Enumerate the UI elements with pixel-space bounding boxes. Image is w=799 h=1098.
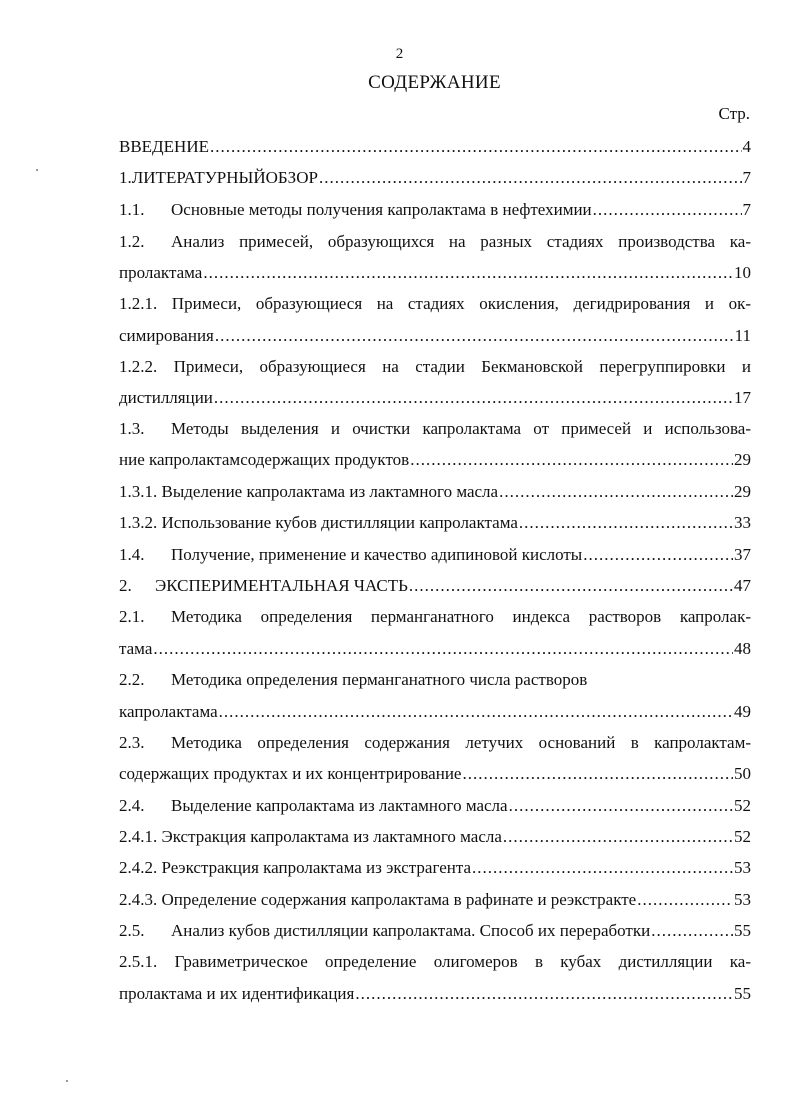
- toc-entry-title: 2.4.3. Определение содержания капролактама в рафинате и реэкстракте: [119, 890, 637, 909]
- leader-dots: [219, 700, 733, 724]
- toc-entry-number: 2.5.: [119, 921, 145, 940]
- scan-speck: [36, 169, 38, 171]
- toc-entry-title: Основные методы получения капролактама в нефтехимии: [171, 200, 592, 219]
- toc-entry-2-5[interactable]: [119, 919, 751, 943]
- leader-dots: [319, 166, 742, 190]
- toc-entry-page: 55: [734, 984, 751, 1003]
- toc-entry-page: 4: [742, 137, 751, 156]
- toc-entry-2-5-1-line1[interactable]: [119, 950, 751, 974]
- toc-entry-number: 2.4.: [119, 796, 145, 815]
- toc-entry-1-3-2[interactable]: [119, 511, 751, 535]
- toc-entry-2-1-line1[interactable]: [119, 605, 751, 629]
- leader-dots: [593, 198, 742, 222]
- toc-entry-1-2-2[interactable]: [119, 386, 751, 410]
- toc-entry-page: 29: [734, 450, 751, 469]
- leader-dots: [410, 448, 733, 472]
- leader-dots: [509, 794, 733, 818]
- toc-entry-page: 17: [734, 388, 751, 407]
- toc-entry-first-line: Методика определения содержания летучих оснований в капролактам-: [171, 733, 751, 752]
- toc-entry-first-line: Методика определения перманганатного индекса растворов капролак-: [171, 607, 751, 626]
- toc-entry-title: 1.3.2. Использование кубов дистилляции капролактама: [119, 513, 518, 532]
- leader-dots: [637, 888, 733, 912]
- toc-entry-title: содержащих продуктах и их концентрирование: [119, 764, 462, 783]
- toc-entry-first-line: 1.2.1. Примеси, образующиеся на стадиях окисления, дегидрирования и ок-: [119, 294, 751, 313]
- toc-entry-1-2-1[interactable]: [119, 324, 751, 348]
- page-title: СОДЕРЖАНИЕ: [368, 72, 501, 93]
- toc-entry-1-2-line1[interactable]: [119, 230, 751, 254]
- toc-entry-page: 49: [734, 702, 751, 721]
- toc-entry-page: 47: [734, 576, 751, 595]
- toc-entry-number: 1.4.: [119, 545, 145, 564]
- leader-dots: [214, 386, 733, 410]
- toc-entry-title: тама: [119, 639, 153, 658]
- toc-entry-title: капролактама: [119, 702, 218, 721]
- toc-entry-first-line: 2.5.1. Гравиметрическое определение олигомеров в кубах дистилляции ка-: [119, 952, 751, 971]
- toc-entry-literature-review[interactable]: [119, 166, 751, 190]
- toc-entry-1-2[interactable]: [119, 261, 751, 285]
- toc-entry-title: 1.ЛИТЕРАТУРНЫЙОБЗОР: [119, 168, 318, 187]
- toc-entry-2-3-line1[interactable]: [119, 731, 751, 755]
- toc-entry-2-2[interactable]: [119, 700, 751, 724]
- toc-entry-first-line: Методика определения перманганатного числа растворов: [171, 670, 588, 689]
- toc-entry-title: ние капролактамсодержащих продуктов: [119, 450, 410, 469]
- toc-entry-1-3-line1[interactable]: [119, 417, 751, 441]
- toc-entry-page: 33: [734, 513, 751, 532]
- toc-entry-1-2-2-line1[interactable]: [119, 355, 751, 379]
- leader-dots: [409, 574, 733, 598]
- toc-entry-introduction[interactable]: [119, 135, 751, 159]
- toc-entry-title: дистилляции: [119, 388, 213, 407]
- toc-entry-title: Выделение капролактама из лактамного масла: [171, 796, 508, 815]
- leader-dots: [651, 919, 733, 943]
- toc-entry-title: пролактама: [119, 263, 203, 282]
- leader-dots: [355, 982, 733, 1006]
- toc-entry-number: 1.1.: [119, 200, 145, 219]
- toc-entry-2[interactable]: [119, 574, 751, 598]
- toc-entry-page: 7: [742, 200, 751, 219]
- toc-entry-number: 2.2.: [119, 670, 145, 689]
- leader-dots: [503, 825, 733, 849]
- toc-entry-1-2-1-line1[interactable]: [119, 292, 751, 316]
- toc-entry-number: 1.3.: [119, 419, 145, 438]
- leader-dots: [210, 135, 742, 159]
- toc-entry-page: 52: [734, 827, 751, 846]
- page-column-label: Стр.: [718, 104, 750, 123]
- toc-entry-2-4-3[interactable]: [119, 888, 751, 912]
- leader-dots: [519, 511, 733, 535]
- toc-entry-title: Анализ кубов дистилляции капролактама. Способ их переработки: [171, 921, 651, 940]
- toc-entry-number: 2.1.: [119, 607, 145, 626]
- toc-entry-1-3-1[interactable]: [119, 480, 751, 504]
- page-number: 2: [395, 46, 404, 62]
- toc-entry-2-5-1[interactable]: [119, 982, 751, 1006]
- leader-dots: [583, 543, 733, 567]
- toc-entry-1-4[interactable]: [119, 543, 751, 567]
- toc-entry-title: ЭКСПЕРИМЕНТАЛЬНАЯ ЧАСТЬ: [155, 576, 408, 595]
- toc-entry-title: ВВЕДЕНИЕ: [119, 137, 209, 156]
- toc-entry-page: 50: [734, 764, 751, 783]
- toc-entry-2-4[interactable]: [119, 794, 751, 818]
- leader-dots: [472, 856, 733, 880]
- toc-entry-2-4-1[interactable]: [119, 825, 751, 849]
- toc-entry-page: 53: [734, 858, 751, 877]
- toc-entry-first-line: Анализ примесей, образующихся на разных стадиях производства ка-: [171, 232, 751, 251]
- toc-entry-first-line: Методы выделения и очистки капролактама от примесей и использова-: [171, 419, 751, 438]
- toc-entry-page: 7: [742, 168, 751, 187]
- toc-entry-2-4-2[interactable]: [119, 856, 751, 880]
- toc-entry-page: 10: [734, 263, 751, 282]
- toc-entry-number: 1.2.: [119, 232, 145, 251]
- toc-entry-title: симирования: [119, 326, 214, 345]
- toc-entry-page: 52: [734, 796, 751, 815]
- leader-dots: [215, 324, 734, 348]
- toc-entry-2-1[interactable]: [119, 637, 751, 661]
- toc-entry-2-3[interactable]: [119, 762, 751, 786]
- leader-dots: [153, 637, 733, 661]
- leader-dots: [499, 480, 733, 504]
- toc-entry-title: Получение, применение и качество адипиновой кислоты: [171, 545, 583, 564]
- toc-entry-number: 2.: [119, 576, 132, 595]
- toc-entry-number: 2.3.: [119, 733, 145, 752]
- toc-entry-page: 53: [734, 890, 751, 909]
- toc-entry-1-1[interactable]: [119, 198, 751, 222]
- scan-speck: [66, 1080, 68, 1082]
- leader-dots: [462, 762, 733, 786]
- toc-entry-page: 37: [734, 545, 751, 564]
- toc-entry-2-2-line1[interactable]: [119, 668, 751, 692]
- toc-entry-page: 48: [734, 639, 751, 658]
- toc-entry-1-3[interactable]: [119, 448, 751, 472]
- toc-entry-title: 2.4.2. Реэкстракция капролактама из экстрагента: [119, 858, 472, 877]
- toc-entry-page: 11: [734, 326, 751, 345]
- toc-entry-title: пролактама и их идентификация: [119, 984, 355, 1003]
- toc-entry-page: 55: [734, 921, 751, 940]
- toc-entry-title: 1.3.1. Выделение капролактама из лактамного масла: [119, 482, 499, 501]
- toc-entry-first-line: 1.2.2. Примеси, образующиеся на стадии Бекмановской перегруппировки и: [119, 357, 751, 376]
- toc-entry-page: 29: [734, 482, 751, 501]
- leader-dots: [203, 261, 733, 285]
- toc-entry-title: 2.4.1. Экстракция капролактама из лактамного масла: [119, 827, 502, 846]
